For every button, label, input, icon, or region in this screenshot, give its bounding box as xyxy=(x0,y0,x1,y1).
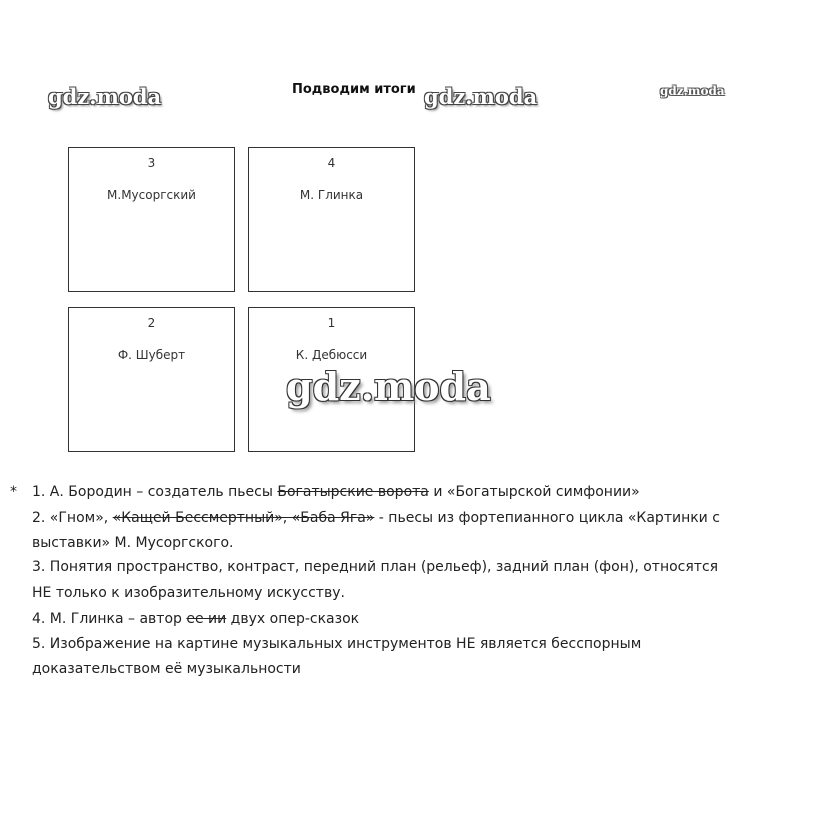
statement-text: 1. А. Бородин – создатель пьесы xyxy=(32,484,278,500)
watermark-logo: gdz.moda xyxy=(660,84,725,98)
page-title: Подводим итоги xyxy=(292,82,416,97)
statement-1 xyxy=(32,484,640,500)
card-number: 4 xyxy=(327,156,336,170)
statement-text: двух опер-сказок xyxy=(226,611,360,627)
statement-text: 2. «Гном», xyxy=(32,510,113,526)
statement-2-cont: выставки» М. Мусоргского. xyxy=(32,535,234,551)
card-composer: М. Глинка xyxy=(299,188,364,202)
statement-4 xyxy=(32,611,359,627)
card-number: 2 xyxy=(147,316,156,330)
card-composer: К. Дебюсси xyxy=(295,348,368,362)
statement-3: 3. Понятия пространство, контраст, передний план (рельеф), задний план (фон), относятся xyxy=(32,559,719,575)
statement-5: 5. Изображение на картине музыкальных инструментов НЕ является бесспорным xyxy=(32,636,642,652)
struck-text: «Кащей Бессмертный», «Баба Яга» xyxy=(112,510,375,526)
struck-text: Богатырские ворота xyxy=(277,484,429,500)
answer-card xyxy=(68,147,235,292)
struck-text: ее ии xyxy=(186,611,227,627)
bullet-marker: * xyxy=(10,484,17,500)
card-composer: Ф. Шуберт xyxy=(117,348,186,362)
statement-3-cont: НЕ только к изобразительному искусству. xyxy=(32,585,345,601)
statement-text: - пьесы из фортепианного цикла «Картинки с xyxy=(374,510,720,526)
watermark-logo: gdz.moda xyxy=(424,84,538,109)
watermark-logo: gdz.moda xyxy=(286,364,491,409)
watermark-logo: gdz.moda xyxy=(48,84,162,109)
card-number: 3 xyxy=(147,156,156,170)
statement-5-cont: доказательством её музыкальности xyxy=(32,661,301,677)
statement-text: 4. М. Глинка – автор xyxy=(32,611,187,627)
answer-card xyxy=(248,147,415,292)
statement-2 xyxy=(32,510,720,526)
card-number: 1 xyxy=(327,316,336,330)
answer-card xyxy=(68,307,235,452)
statement-text: и «Богатырской симфонии» xyxy=(428,484,640,500)
card-composer: М.Мусоргский xyxy=(107,188,196,202)
